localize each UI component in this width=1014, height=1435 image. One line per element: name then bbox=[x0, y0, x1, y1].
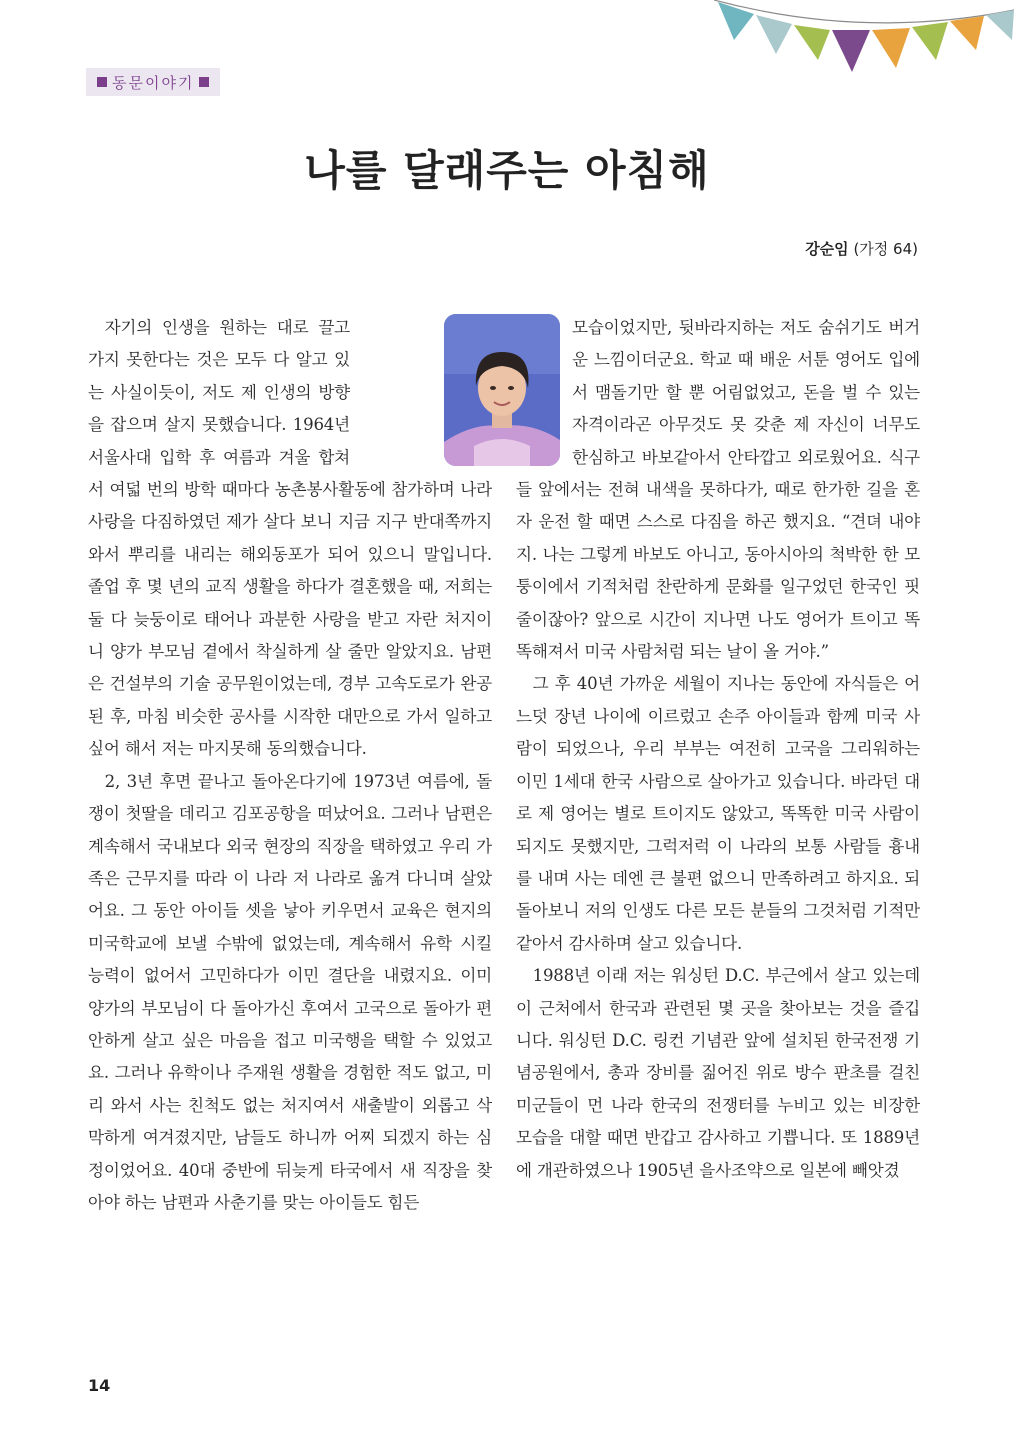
author-byline bbox=[805, 238, 918, 259]
flag-3 bbox=[794, 25, 830, 60]
left-column bbox=[88, 312, 492, 1219]
flag-7 bbox=[950, 16, 984, 50]
flag-6 bbox=[912, 22, 948, 60]
article-title: 나를 달래주는 아침해 bbox=[304, 146, 710, 195]
paragraph: 1988년 이래 저는 워싱턴 D.C. 부근에서 살고 있는데 이 근처에서 한국과 관련된 몇 곳을 찾아보는 것을 즐깁니다. 워싱턴 D.C. 링컨 기념관 앞에 설치된 한국전쟁 기념공원에서, 총과 장비를 짊어진 위로 방수 판초를 걸친 미군들이 먼 나라 한국의 전쟁터를 누비고 있는 비장한 모습을 대할 때면 반갑고 감사하고 기쁩니다. 또 1889년에 개관하였으나 1905년 을사조약으로 일본에 빼앗겼 bbox=[516, 966, 920, 1180]
section-tag-label: 동문이야기 bbox=[112, 73, 195, 92]
flag-4 bbox=[832, 30, 870, 72]
bunting-decoration bbox=[714, 0, 1014, 80]
paragraph: 모습이었지만, 뒷바라지하는 저도 숨쉬기도 버거운 느낌이더군요. 학교 때 배운 서툰 영어도 입에서 맴돌기만 할 뿐 어림없었고, 돈을 벌 수 있는 자격이라곤 아무것도 못 갖춘 제 자신이 너무도 한심하고 바보같아서 안타깝고 외로웠어요. 식구들 앞에서는 전혀 내색을 못하다가, 때로 한가한 길을 혼자 운전 할 때면 스스로 다짐을 하곤 했지요. “견뎌 내야지. 나는 그렇게 바보도 아니고, 동아시아의 척박한 한 모퉁이에서 기적처럼 찬란하게 문화를 일구었던 한국인 핏줄이잖아? 앞으로 시간이 지나면 나도 영어가 트이고 똑똑해져서 미국 사람처럼 되는 날이 올 거야.” bbox=[516, 318, 920, 662]
paragraph: 2, 3년 후면 끝나고 돌아온다기에 1973년 여름에, 돌쟁이 첫딸을 데리고 김포공항을 떠났어요. 그러나 남편은 계속해서 국내보다 외국 현장의 직장을 택하였고 우리 가족은 근무지를 따라 이 나라 저 나라로 옮겨 다니며 살았어요. 그 동안 아이들 셋을 낳아 키우면서 교육은 현지의 미국학교에 보낼 수밖에 없었는데, 계속해서 유학 시킬 능력이 없어서 고민하다가 이민 결단을 내렸지요. 이미 양가의 부모님이 다 돌아가신 후여서 고국으로 돌아가 편안하게 살고 싶은 마음을 접고 미국행을 택할 수 있었고요. 그러나 유학이나 주재원 생활을 경험한 적도 없고, 미리 와서 사는 친척도 없는 처지여서 새출발이 외롭고 삭막하게 여겨졌지만, 남들도 하니까 어찌 되겠지 하는 심정이었어요. 40대 중반에 뒤늦게 타국에서 새 직장을 찾아야 하는 남편과 사춘기를 맞는 아이들도 힘든 bbox=[88, 771, 492, 1212]
flag-2 bbox=[756, 15, 792, 54]
square-bullet-icon bbox=[97, 77, 107, 87]
right-column bbox=[516, 312, 920, 1187]
paragraph: 자기의 인생을 원하는 대로 끌고 가지 못한다는 것은 모두 다 알고 있는 사실이듯이, 저도 제 인생의 방향을 잡으며 살지 못했습니다. 1964년 서울사대 입학 후 여름과 겨울 합쳐서 여덟 번의 방학 때마다 농촌봉사활동에 참가하며 나라 사랑을 다짐하였던 제가 살다 보니 지금 지구 반대쪽까지 와서 뿌리를 내리는 해외동포가 되어 있으니 말입니다. 졸업 후 몇 년의 교직 생활을 하다가 결혼했을 때, 저희는 둘 다 늦둥이로 태어나 과분한 사랑을 받고 자란 처지이니 양가 부모님 곁에서 착실하게 살 줄만 알았지요. 남편은 건설부의 기술 공무원이었는데, 경부 고속도로가 완공된 후, 마침 비슷한 공사를 시작한 대만으로 가서 일하고 싶어 해서 저는 마지못해 동의했습니다. bbox=[88, 318, 492, 759]
flag-8 bbox=[986, 10, 1014, 40]
photo-spacer bbox=[516, 312, 572, 474]
author-name: 강순임 bbox=[805, 240, 849, 258]
section-tag bbox=[86, 68, 220, 96]
flag-5 bbox=[872, 28, 910, 68]
photo-spacer bbox=[350, 312, 492, 474]
paragraph: 그 후 40년 가까운 세월이 지나는 동안에 자식들은 어느덧 장년 나이에 이르렀고 손주 아이들과 함께 미국 사람이 되었으나, 우리 부부는 여전히 고국을 그리워하는 이민 1세대 한국 사람으로 살아가고 있습니다. 바라던 대로 제 영어는 별로 트이지도 않았고, 똑똑한 미국 사람이 되지도 못했지만, 그럭저럭 이 나라의 보통 사람들 흉내를 내며 사는 데엔 큰 불편 없으니 만족하려고 하지요. 되돌아보니 저의 인생도 다른 모든 분들의 그것처럼 기적만 같아서 감사하며 살고 있습니다. bbox=[516, 674, 920, 953]
square-bullet-icon bbox=[199, 77, 209, 87]
author-affiliation: (가정 64) bbox=[853, 240, 918, 258]
page-number: 14 bbox=[88, 1376, 111, 1395]
